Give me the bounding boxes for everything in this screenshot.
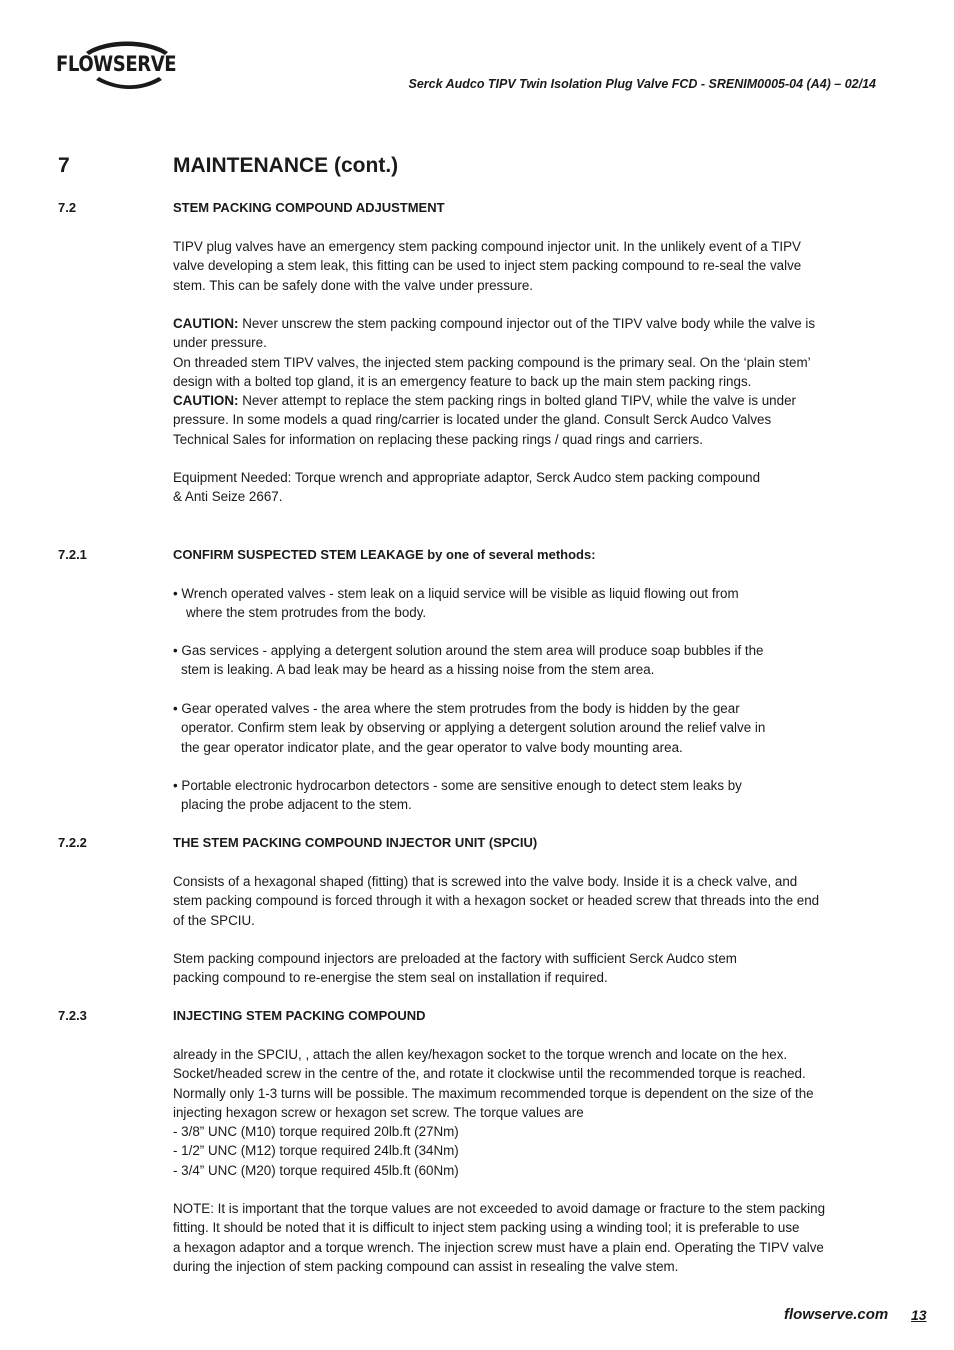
- text-line: NOTE: It is important that the torque values are not exceeded to avoid damage or fracture to the stem packing: [173, 1201, 826, 1216]
- bullet-gas: [173, 641, 878, 680]
- text-line: • Portable electronic hydrocarbon detectors - some are sensitive enough to detect stem leaks by: [173, 778, 742, 793]
- text-line: design with a bolted top gland, it is an emergency feature to back up the main stem packing rings.: [173, 373, 752, 389]
- page-number: 13: [911, 1307, 927, 1323]
- torque-value-line: - 3/8” UNC (M10) torque required 20lb.ft (27Nm): [173, 1124, 459, 1140]
- section-number: 7: [58, 154, 70, 177]
- paragraph-cautions: [173, 314, 878, 449]
- title-bold-part: CONFIRM SUSPECTED STEM LEAKAGE: [173, 547, 424, 562]
- text-line: placing the probe adjacent to the stem.: [181, 797, 412, 813]
- text-line: On threaded stem TIPV valves, the injected stem packing compound is the primary seal. On the ‘plain stem’: [173, 354, 811, 370]
- paragraph-injecting: [173, 1045, 878, 1180]
- text-line: Equipment Needed: Torque wrench and appropriate adaptor, Serck Audco stem packing compound: [173, 470, 761, 485]
- text-line: • Gear operated valves - the area where the stem protrudes from the body is hidden by the gear: [173, 701, 740, 716]
- paragraph-equipment: [173, 468, 878, 507]
- text-line: valve developing a stem leak, this fitting can be used to inject stem packing compound to re-seal the valve: [173, 258, 802, 274]
- bullet-wrench: [173, 584, 878, 623]
- text-line: Technical Sales for information on replacing these packing rings / quad rings and carriers.: [173, 431, 703, 447]
- text-line: Socket/headed screw in the centre of the, and rotate it clockwise until the recommended torque is reached.: [173, 1066, 806, 1082]
- torque-value-line: - 3/4” UNC (M20) torque required 45lb.ft (60Nm): [173, 1162, 459, 1178]
- subsection-number-7-2-3: 7.2.3: [58, 1008, 87, 1023]
- text-line: • Gas services - applying a detergent solution around the stem area will produce soap bubbles if the: [173, 643, 764, 658]
- text-line: Normally only 1-3 turns will be possible. The maximum recommended torque is dependent on the size of the: [173, 1085, 814, 1101]
- subsection-title-7-2-1: [173, 545, 596, 564]
- text-line: pressure. In some models a quad ring/carrier is located under the gland. Consult Serck Audco Valves: [173, 412, 772, 428]
- title-rest-part: by one of several methods:: [423, 547, 596, 562]
- text-line: packing compound to re-energise the stem seal on installation if required.: [173, 970, 608, 986]
- text-line: fitting. It should be noted that it is difficult to inject stem packing using a winding tool; it is preferable to use: [173, 1220, 800, 1236]
- text-line: • Wrench operated valves - stem leak on a liquid service will be visible as liquid flowing out from: [173, 586, 739, 601]
- text-line: operator. Confirm stem leak by observing or applying a detergent solution around the relief valve in: [181, 720, 766, 736]
- subsection-title-7-2: STEM PACKING COMPOUND ADJUSTMENT: [173, 200, 445, 215]
- text-line: stem packing compound is forced through it with a hexagon socket or headed screw that threads into the end: [173, 893, 820, 909]
- paragraph-note: [173, 1199, 878, 1276]
- subsection-title-7-2-3: INJECTING STEM PACKING COMPOUND: [173, 1008, 426, 1023]
- paragraph-preloaded: [173, 949, 878, 988]
- caution-label: CAUTION:: [173, 316, 239, 331]
- paragraph-intro: [173, 237, 878, 295]
- caution-line: [173, 314, 878, 333]
- text-line: Stem packing compound injectors are preloaded at the factory with sufficient Serck Audco stem: [173, 951, 737, 966]
- document-reference: Serck Audco TIPV Twin Isolation Plug Valve FCD - SRENIM0005-04 (A4) – 02/14: [408, 77, 876, 91]
- text-line: Consists of a hexagonal shaped (fitting) that is screwed into the valve body. Inside it is a check valve, and: [173, 874, 798, 889]
- bullet-detectors: [173, 776, 878, 815]
- caution-text: Never unscrew the stem packing compound injector out of the TIPV valve body while the valve is: [238, 316, 816, 331]
- text-line: injecting hexagon screw or hexagon set screw. The torque values are: [173, 1104, 584, 1120]
- caution-text: Never attempt to replace the stem packing rings in bolted gland TIPV, while the valve is under: [238, 393, 796, 409]
- text-line: stem. This can be safely done with the valve under pressure.: [173, 277, 534, 293]
- paragraph-spciu: [173, 872, 878, 930]
- caution-label: CAUTION:: [173, 393, 239, 409]
- footer-website: flowserve.com: [784, 1306, 889, 1323]
- flowserve-logo: [56, 40, 198, 92]
- subsection-number-7-2: 7.2: [58, 200, 77, 215]
- text-line: during the injection of stem packing compound can assist in resealing the valve stem.: [173, 1258, 679, 1274]
- text-line: TIPV plug valves have an emergency stem packing compound injector unit. In the unlikely event of a TIPV: [173, 239, 801, 254]
- text-line: the gear operator indicator plate, and the gear operator to valve body mounting area.: [181, 739, 683, 755]
- subsection-number-7-2-2: 7.2.2: [58, 835, 87, 850]
- text-line: & Anti Seize 2667.: [173, 489, 283, 505]
- torque-value-line: - 1/2” UNC (M12) torque required 24lb.ft (34Nm): [173, 1143, 459, 1159]
- caution-line: [173, 391, 878, 410]
- section-title: MAINTENANCE (cont.): [173, 154, 399, 177]
- subsection-number-7-2-1: 7.2.1: [58, 547, 87, 562]
- bullet-gear: [173, 699, 878, 757]
- text-line: stem is leaking. A bad leak may be heard as a hissing noise from the stem area.: [181, 662, 655, 678]
- text-line: where the stem protrudes from the body.: [186, 605, 427, 621]
- text-line: under pressure.: [173, 335, 267, 351]
- text-line: a hexagon adaptor and a torque wrench. The injection screw must have a plain end. Operating the TIPV valve: [173, 1239, 824, 1255]
- text-line: already in the SPCIU, , attach the allen key/hexagon socket to the torque wrench and locate on the hex.: [173, 1047, 788, 1062]
- subsection-title-7-2-2: THE STEM PACKING COMPOUND INJECTOR UNIT (SPCIU): [173, 835, 538, 850]
- text-line: of the SPCIU.: [173, 912, 255, 928]
- logo-wordmark: FLOWSERVE: [56, 52, 177, 76]
